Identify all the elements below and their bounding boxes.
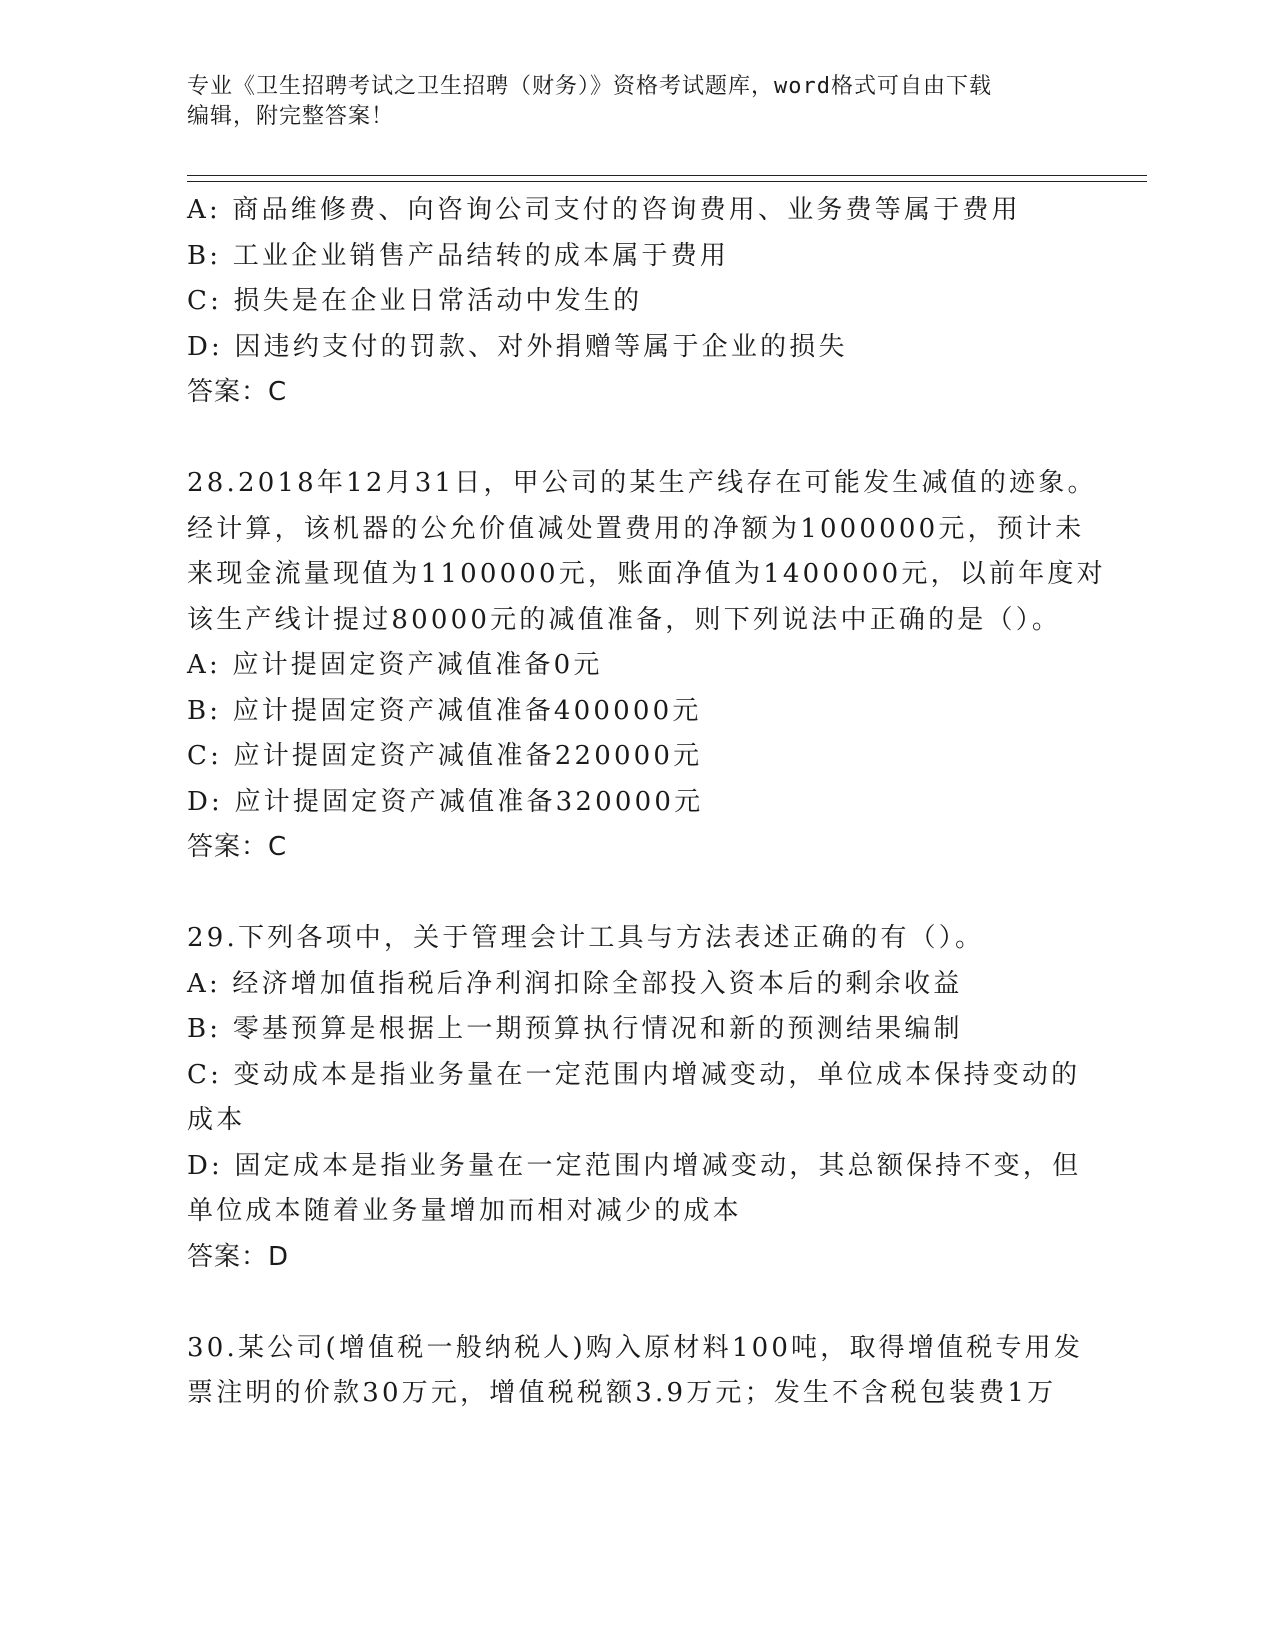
question-27 xyxy=(187,188,1067,416)
option-c: C: 应计提固定资产减值准备220000元 xyxy=(187,741,703,771)
option-c: C: 变动成本是指业务量在一定范围内增减变动，单位成本保持变动的 xyxy=(187,1059,1081,1090)
option-d: D: 因违约支付的罚款、对外捐赠等属于企业的损失 xyxy=(187,331,848,362)
option-d: D: 应计提固定资产减值准备320000元 xyxy=(187,786,704,817)
spacer xyxy=(187,871,1067,917)
option-a: A: 经济增加值指税后净利润扣除全部投入资本后的剩余收益 xyxy=(187,968,963,999)
question-28 xyxy=(187,461,1106,871)
answer: 答案：D xyxy=(187,1241,290,1272)
question-stem-line: 来现金流量现值为1100000元，账面净值为1400000元，以前年度对 xyxy=(187,559,1106,589)
option-d: D: 固定成本是指业务量在一定范围内增减变动，其总额保持不变，但 xyxy=(187,1150,1082,1181)
question-stem-line: 30.某公司(增值税一般纳税人)购入原材料100吨，取得增值税专用发 xyxy=(187,1332,1084,1363)
question-30 xyxy=(187,1326,1084,1417)
option-c: C: 损失是在企业日常活动中发生的 xyxy=(187,286,643,316)
option-b: B: 零基预算是根据上一期预算执行情况和新的预测结果编制 xyxy=(187,1014,963,1044)
answer: 答案：C xyxy=(187,377,288,407)
spacer xyxy=(187,416,1067,462)
header-line-2: 编辑，附完整答案！ xyxy=(187,104,395,129)
option-a: A: 应计提固定资产减值准备0元 xyxy=(187,650,603,680)
question-stem-line: 经计算，该机器的公允价值减处置费用的净额为1000000元，预计未 xyxy=(187,513,1085,544)
option-d-continued: 单位成本随着业务量增加而相对减少的成本 xyxy=(187,1196,742,1226)
question-stem-line: 28.2018年12月31日，甲公司的某生产线存在可能发生减值的迹象。 xyxy=(187,468,1097,498)
question-stem-line: 29.下列各项中，关于管理会计工具与方法表述正确的有（）。 xyxy=(187,923,985,953)
question-stem-line: 该生产线计提过80000元的减值准备，则下列说法中正确的是（）。 xyxy=(187,604,1062,635)
option-c-continued: 成本 xyxy=(187,1105,246,1135)
question-content xyxy=(187,188,1106,1417)
question-29 xyxy=(187,916,1082,1280)
question-stem-line: 票注明的价款30万元，增值税税额3.9万元；发生不含税包装费1万 xyxy=(187,1378,1057,1408)
header-divider-top xyxy=(187,175,1147,176)
option-b: B: 应计提固定资产减值准备400000元 xyxy=(187,695,702,726)
document-header xyxy=(187,72,1067,132)
answer: 答案：C xyxy=(187,832,288,862)
option-a: A: 商品维修费、向咨询公司支付的咨询费用、业务费等属于费用 xyxy=(187,195,1021,225)
spacer xyxy=(187,1280,1067,1326)
header-divider-bottom xyxy=(187,181,1147,182)
option-b: B: 工业企业销售产品结转的成本属于费用 xyxy=(187,240,730,271)
header-line-1: 专业《卫生招聘考试之卫生招聘（财务）》资格考试题库，word格式可自由下载 xyxy=(187,74,992,99)
